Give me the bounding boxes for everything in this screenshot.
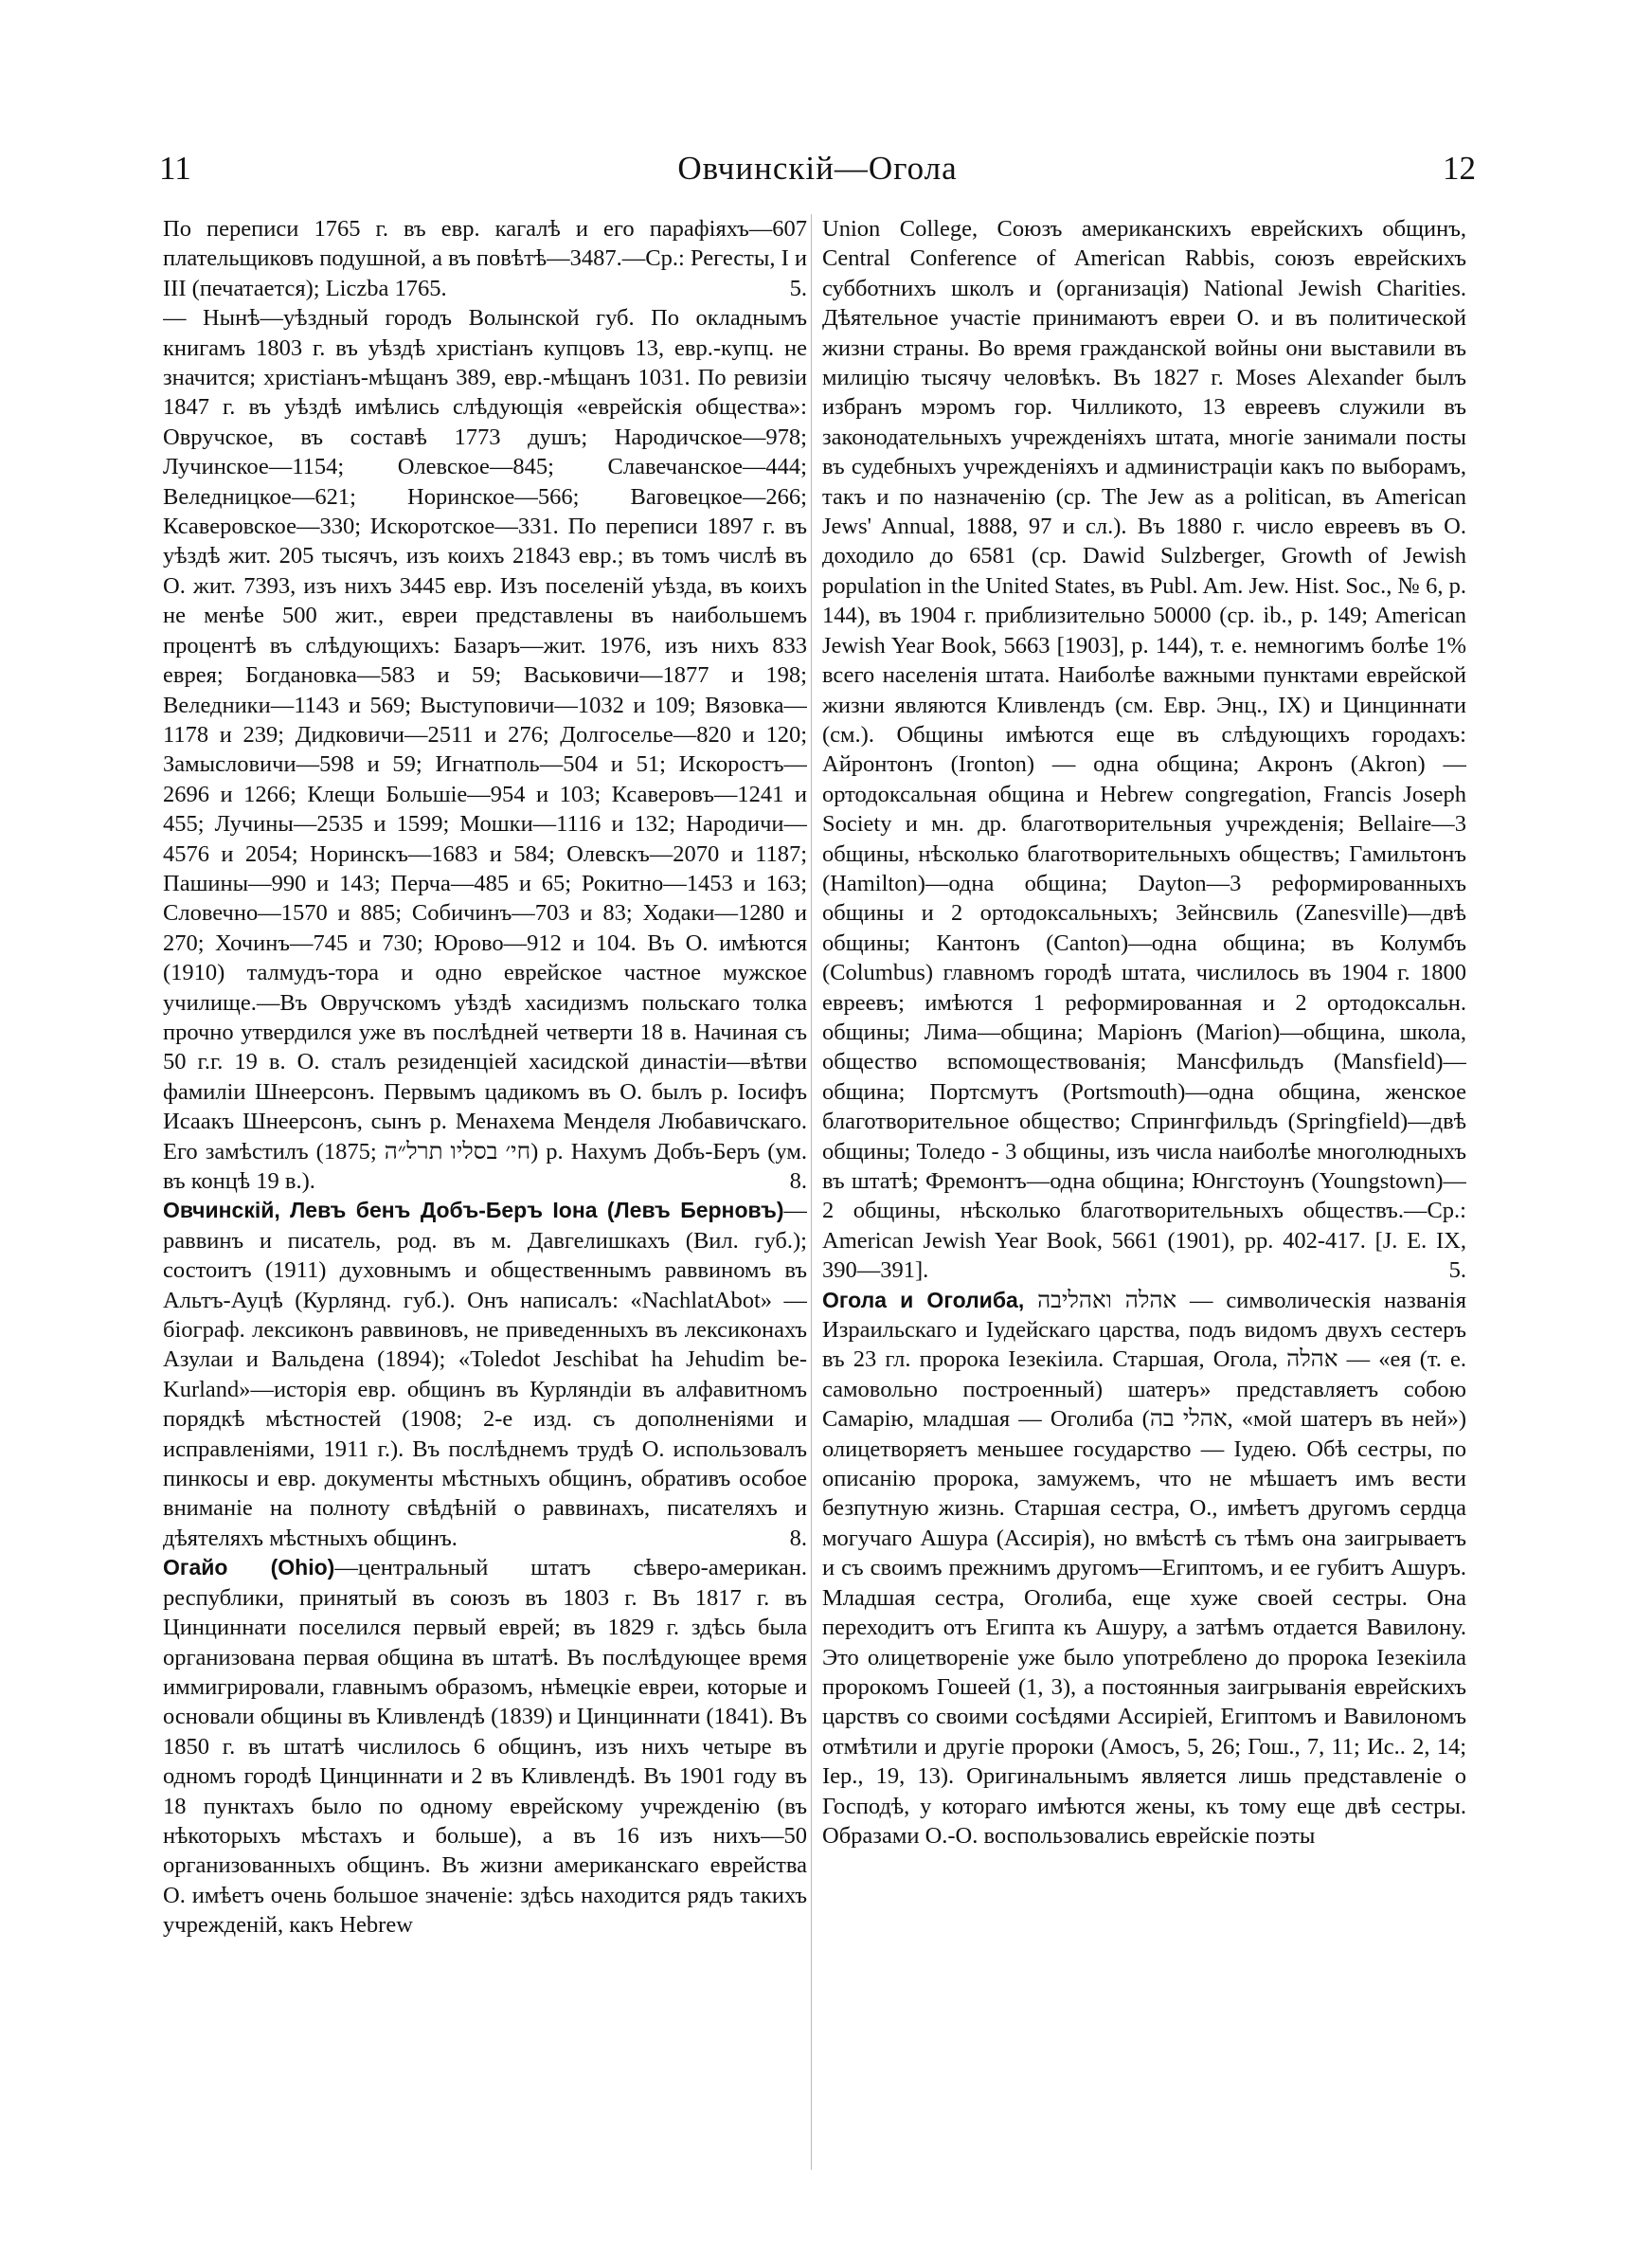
paragraph-text: Union College, Союзъ американскихъ еврейскихъ общинъ, Central Conference of American Rabbis, союзъ еврейскихъ субботнихъ школъ и (организація) National Jewish Charities. Дѣятельное участіе принимаютъ евреи О. и въ политической жизни страны. Во время гражданской войны они выставили въ милицію тысячу человѣкъ. Въ 1827 г. Moses Alexander былъ избранъ мэромъ гор. Чилликото, 13 евреевъ служили въ законодательныхъ учрежденіяхъ штата, многіе занимали посты въ судебныхъ учрежденіяхъ и администраціи какъ по выборамъ, такъ и по назначенію (ср. The Jew as a politican, въ American Jews' Annual, 1888, 97 и сл.). Въ 1880 г. число евреевъ въ О. доходило до 6581 (ср. Dawid Sulzberger, Growth of Jewish population in the United States, въ Publ. Am. Jew. Hist. Soc., № 6, p. 144), въ 1904 г. приблизительно 50000 (ср. ib., p. 149; American Jewish Year Book, 5663 [1903], p. 144), т. е. немногимъ болѣе 1% всего населенія штата. Наиболѣе важными пунктами еврейской жизни являются Кливлендъ (см. Евр. Энц., IX) и Цинциннати (см.). Общины имѣются еще въ слѣдующихъ городахъ: Айронтонъ (Ironton) — одна община; Акронъ (Akron) — ортодоксальная община и Hebrew congregation, Francis Joseph Society и мн. др. благотворительныя учрежденія; Bellaire—3 общины, нѣсколько благотворительныхъ обществъ; Гамильтонъ (Hamilton)—одна община; Dayton—3 реформированныхъ общины и 2 ортодоксальныхъ; Зейнсвиль (Zanesville)—двѣ общины; Кантонъ (Canton)—одна община; въ Колумбъ (Columbus) главномъ городѣ штата, числилось въ 1904 г. 1800 евреевъ; имѣются 1 реформированная и 2 ортодоксальн. общины; Лима—община; Маріонъ (Marion)—община, школа, общество вспомоществованія; Мансфильдъ (Mansfield)—община; Портсмутъ (Portsmouth)—одна община, женское благотворительное общество; Спрингфильдъ (Springfield)—двѣ общины; Толедо - 3 общины, изъ числа наиболѣе многолюдныхъ въ штатѣ; Фремонтъ—одна община; Юнгстоунъ (Youngstown)—2 общины, нѣсколько благотворительныхъ обществъ.—Ср.: American Jewish Year Book, 5661 (1901), pp. 402-417. [J. E. IX, 390—391]. — [822, 216, 1466, 1284]
paragraph-text: —раввинъ и писатель, род. въ м. Давгелишкахъ (Вил. губ.); состоитъ (1911) духовнымъ и общественнымъ раввиномъ въ Альтъ-Ауцѣ (Курлянд. губ.). Онъ написалъ: «NachlatAbot» —біограф. лексиконъ раввиновъ, не приведенныхъ въ лексиконахъ Азулаи и Вальдена (1894); «Toledot Jeschibat ha Jehudim be-Kurland»—исторія евр. общинъ въ Курляндіи въ алфавитномъ порядкѣ мѣстностей (1908; 2-е изд. съ дополненіями и исправленіями, 1911 г.). Въ послѣднемъ трудѣ О. использовалъ пинкосы и евр. документы мѣстныхъ общинъ, обративъ особое вниманіе на полноту свѣдѣній о раввинахъ, писателяхъ и дѣятеляхъ мѣстныхъ общинъ. — [163, 1198, 807, 1551]
paragraph-text: —центральный штатъ сѣверо-американ. республики, принятый въ союзъ въ 1803 г. Въ 1817 г. въ Цинциннати поселился первый еврей; въ 1829 г. здѣсь была организована первая община въ штатѣ. Въ послѣдующее время иммигрировали, главнымъ образомъ, нѣмецкіе евреи, которые и основали общины въ Кливлендѣ (1839) и Цинциннати (1841). Въ 1850 г. въ штатѣ числилось 6 общинъ, изъ нихъ четыре въ одномъ городѣ Цинциннати и 2 въ Кливлендѣ. Въ 1901 году въ 18 пунктахъ было по одному еврейскому учрежденію (въ нѣкоторыхъ мѣстахъ и больше), а въ 16 изъ нихъ—50 организованныхъ общинъ. Въ жизни американскаго еврейства О. имѣетъ очень большое значеніе: здѣсь находится рядъ такихъ учрежденій, какъ Hebrew — [163, 1555, 807, 1939]
author-signature: 8. — [789, 1168, 807, 1194]
paragraph-text: — Нынѣ—уѣздный городъ Волынской губ. По окладнымъ книгамъ 1803 г. въ уѣздѣ христіанъ купцовъ 13, евр.-купц. не значится; христіанъ-мѣщанъ 389, евр.-мѣщанъ 1031. По ревизіи 1847 г. въ уѣздѣ имѣлись слѣдующія «еврейскія общества»: Овручское, въ составѣ 1773 душъ; Народичское—978; Лучинское—1154; Олевское—845; Славечанское—444; Веледницкое—621; Норинское—566; Ваговецкое—266; Ксаверовское—330; Искоротское—331. По переписи 1897 г. въ уѣздѣ жит. 205 тысячъ, изъ коихъ 21843 евр.; въ томъ числѣ въ О. жит. 7393, изъ нихъ 3445 евр. Изъ поселеній уѣзда, въ коихъ не менѣе 500 жит., евреи представлены въ наибольшемъ процентѣ въ слѣдующихъ: Базаръ—жит. 1976, изъ нихъ 833 еврея; Богдановка—583 и 59; Васьковичи—1877 и 198; Веледники—1143 и 569; Выступовичи—1032 и 109; Вязовка—1178 и 239; Дидковичи—2511 и 276; Долгоселье—820 и 120; Замысловичи—598 и 59; Игнатполь—504 и 51; Искоростъ—2696 и 1266; Клещи Большіе—954 и 103; Ксаверовъ—1241 и 455; Лучины—2535 и 1599; Мошки—1116 и 132; Народичи—4576 и 2054; Норинскъ—1683 и 584; Олевскъ—2070 и 1187; Пашины—990 и 143; Перча—485 и 65; Рокитно—1453 и 163; Словечно—1570 и 885; Собичинъ—703 и 83; Ходаки—1280 и 270; Хочинъ—745 и 730; Юрово—912 и 104. Въ О. имѣются (1910) талмудъ-тора и одно еврейское частное мужское училище.—Въ Овручскомъ уѣздѣ хасидизмъ польскаго толка прочно утвердился уже въ послѣдней четверти 18 в. Начиная съ 50 г.г. 19 в. О. сталъ резиденціей хасидской династіи—вѣтви фамиліи Шнеерсонъ. Первымъ цадикомъ въ О. былъ р. Іосифъ Исаакъ Шнеерсонъ, сынъ р. Менахема Менделя Любавичскаго. Его замѣстилъ (1875; חי׳ בסליו תרל״ה) р. Нахумъ Добъ-Беръ (ум. въ концѣ 19 в.). — [163, 305, 807, 1194]
left-page-number: 11 — [159, 150, 191, 187]
paragraph-text: По переписи 1765 г. въ евр. кагалѣ и его парафіяхъ—607 плательщиковъ подушной, а въ повѣтѣ—3487.—Ср.: Регесты, I и III (печатается); Liczba 1765. — [163, 216, 807, 301]
running-title: Овчинскій—Огола — [677, 150, 958, 187]
author-signature: 8. — [789, 1525, 807, 1551]
article-paragraph — [822, 214, 1466, 1286]
article-paragraph — [163, 214, 807, 303]
author-signature: 5. — [789, 275, 807, 301]
article-entry — [822, 1286, 1466, 1851]
article-paragraph — [163, 303, 807, 1196]
entry-headword: Овчинскій, Левъ бенъ Добъ-Беръ Іона (Левъ Берновъ) — [163, 1198, 784, 1223]
article-entry — [163, 1196, 807, 1553]
article-entry — [163, 1553, 807, 1940]
entry-headword: Огола и Оголиба, — [822, 1287, 1025, 1312]
entry-headword: Огайо (Ohio) — [163, 1555, 335, 1580]
left-column — [163, 214, 807, 2185]
right-column — [822, 214, 1466, 2185]
right-page-number: 12 — [1443, 150, 1476, 187]
author-signature: 5. — [1448, 1257, 1466, 1284]
page-header — [159, 150, 1476, 197]
column-divider — [811, 214, 812, 2170]
paragraph-text: אהלה ואהליבה — символическія названія Израильскаго и Іудейскаго царства, подъ видомъ двухъ сестеръ въ 23 гл. пророка Іезекіила. Старшая, Огола, אהלה — «ея (т. е. самовольно построенный) шатеръ» представляетъ собою Самарію, младшая — Оголиба (אהלי בה, «мой шатеръ въ ней») олицетворяетъ меньшее государство — Іудею. Обѣ сестры, по описанію пророка, замужемъ, что не мѣшаетъ имъ вести безпутную жизнь. Старшая сестра, О., имѣетъ другомъ сердца могучаго Ашура (Ассирія), но вмѣстѣ съ тѣмъ она заигрываетъ и съ своимъ прежнимъ другомъ—Египтомъ, и ее губитъ Ашуръ. Младшая сестра, Оголиба, еще хуже своей сестры. Она переходитъ отъ Египта къ Ашуру, а затѣмъ отдается Вавилону. Это олицетвореніе уже было употреблено до пророка Іезекіила пророкомъ Гошеей (1, 3), а постоянныя заигрыванія еврейскихъ царствъ со своими сосѣдями Ассиріей, Египтомъ и Вавилономъ отмѣтили и другіе пророки (Амосъ, 5, 26; Гош., 7, 11; Ис.. 2, 14; Іер., 19, 13). Оригинальнымъ является лишь представленіе о Господѣ, у котораго имѣются жены, къ тому еще двѣ сестры. Образами О.-О. воспользовались еврейскіе поэты — [822, 1287, 1466, 1849]
